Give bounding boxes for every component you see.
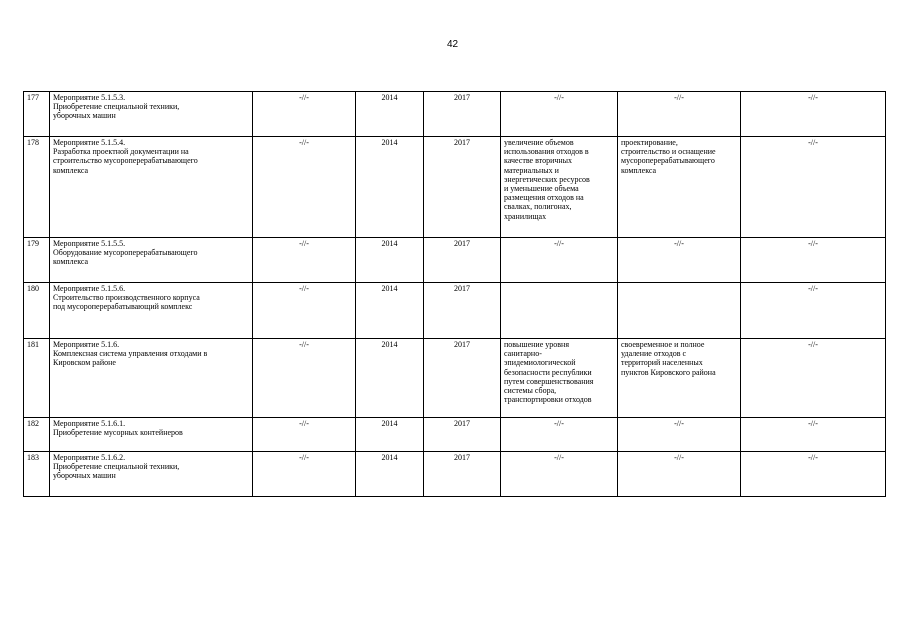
indicator-cell: -//-	[741, 418, 886, 452]
measures-cell	[618, 283, 741, 339]
measure-name: Мероприятие 5.1.5.6. Строительство производственного корпуса под мусороперерабатывающий комплекс	[50, 283, 253, 339]
executor-cell: -//-	[253, 339, 356, 418]
measure-name: Мероприятие 5.1.5.3. Приобретение специальной техники, уборочных машин	[50, 92, 253, 137]
year-end-cell: 2017	[424, 92, 501, 137]
result-cell: увеличение объемов использования отходов в качестве вторичных материальных и энергетических ресурсов и уменьшение объема размещения отходов на свалках, полигонах, хранилищах	[501, 137, 618, 238]
indicator-cell: -//-	[741, 339, 886, 418]
indicator-cell: -//-	[741, 238, 886, 283]
result-cell: -//-	[501, 238, 618, 283]
indicator-cell: -//-	[741, 452, 886, 497]
row-number: 182	[24, 418, 50, 452]
table-row	[24, 452, 886, 497]
result-cell: -//-	[501, 92, 618, 137]
table-row	[24, 418, 886, 452]
measure-name: Мероприятие 5.1.6. Комплексная система управления отходами в Кировском районе	[50, 339, 253, 418]
measure-name: Мероприятие 5.1.5.4. Разработка проектной документации на строительство мусороперерабатывающего комплекса	[50, 137, 253, 238]
row-number: 180	[24, 283, 50, 339]
result-cell: повышение уровня санитарно- эпидемиологической безопасности республики путем совершенствования системы сбора, транспортировки отходов	[501, 339, 618, 418]
indicator-cell: -//-	[741, 92, 886, 137]
row-number: 178	[24, 137, 50, 238]
indicator-cell: -//-	[741, 137, 886, 238]
measures-cell: своевременное и полное удаление отходов с территорий населенных пунктов Кировского района	[618, 339, 741, 418]
year-end-cell: 2017	[424, 339, 501, 418]
table-row	[24, 238, 886, 283]
year-start-cell: 2014	[356, 339, 424, 418]
executor-cell: -//-	[253, 92, 356, 137]
measures-cell: проектирование, строительство и оснащение мусороперерабатывающего комплекса	[618, 137, 741, 238]
table-row	[24, 339, 886, 418]
table-row	[24, 92, 886, 137]
row-number: 177	[24, 92, 50, 137]
measure-name: Мероприятие 5.1.6.1. Приобретение мусорных контейнеров	[50, 418, 253, 452]
executor-cell: -//-	[253, 238, 356, 283]
year-start-cell: 2014	[356, 418, 424, 452]
executor-cell: -//-	[253, 137, 356, 238]
row-number: 183	[24, 452, 50, 497]
year-end-cell: 2017	[424, 418, 501, 452]
executor-cell: -//-	[253, 418, 356, 452]
table-row	[24, 137, 886, 238]
executor-cell: -//-	[253, 452, 356, 497]
year-start-cell: 2014	[356, 452, 424, 497]
measure-name: Мероприятие 5.1.5.5. Оборудование мусороперерабатывающего комплекса	[50, 238, 253, 283]
result-cell: -//-	[501, 418, 618, 452]
year-end-cell: 2017	[424, 238, 501, 283]
measures-cell: -//-	[618, 92, 741, 137]
year-start-cell: 2014	[356, 238, 424, 283]
year-end-cell: 2017	[424, 137, 501, 238]
measures-cell: -//-	[618, 452, 741, 497]
year-start-cell: 2014	[356, 137, 424, 238]
measures-cell: -//-	[618, 238, 741, 283]
year-start-cell: 2014	[356, 92, 424, 137]
year-end-cell: 2017	[424, 283, 501, 339]
measures-table	[23, 91, 886, 497]
year-end-cell: 2017	[424, 452, 501, 497]
measures-cell: -//-	[618, 418, 741, 452]
result-cell	[501, 283, 618, 339]
measure-name: Мероприятие 5.1.6.2. Приобретение специальной техники, уборочных машин	[50, 452, 253, 497]
page-number: 42	[446, 39, 459, 50]
result-cell: -//-	[501, 452, 618, 497]
year-start-cell: 2014	[356, 283, 424, 339]
row-number: 179	[24, 238, 50, 283]
row-number: 181	[24, 339, 50, 418]
table-row	[24, 283, 886, 339]
indicator-cell: -//-	[741, 283, 886, 339]
executor-cell: -//-	[253, 283, 356, 339]
